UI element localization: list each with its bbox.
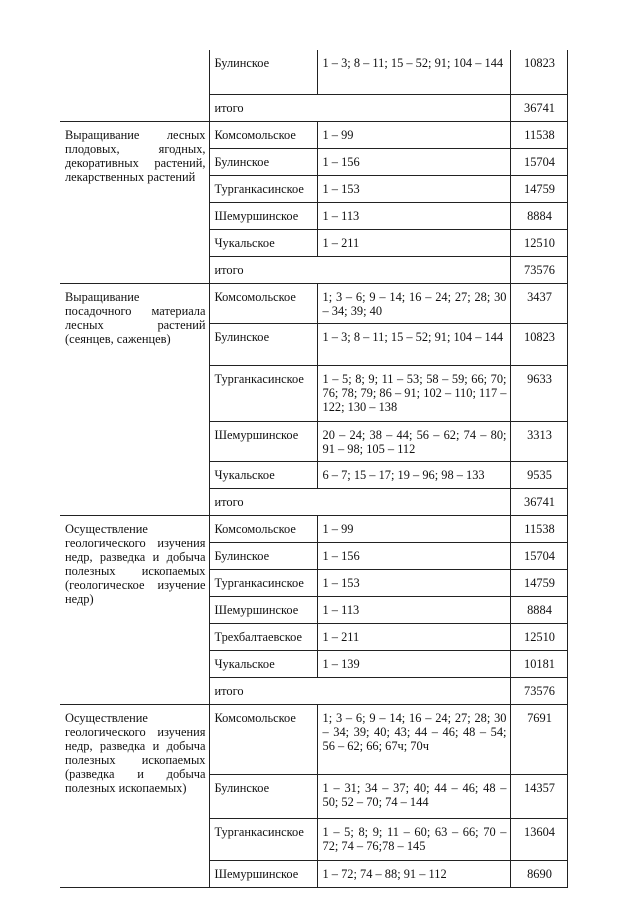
total-label-cell: итого [209,256,510,283]
quarters-cell: 1 – 211 [317,229,510,256]
quarters-cell: 1 – 72; 74 – 88; 91 – 112 [317,860,510,887]
quarters-cell: 1 – 99 [317,121,510,148]
area-cell: 12510 [510,229,567,256]
activity-cell: Осуществление геологического изучения недр, разведка и добыча полезных ископаемых (геологическое изучение недр) [60,515,209,704]
table-row [60,121,567,148]
area-cell: 36741 [510,94,567,121]
forestry-cell: Турганкасинское [209,175,317,202]
area-cell: 14759 [510,175,567,202]
activity-cell: Выращивание лесных плодовых, ягодных, декоративных растений, лекарственных растений [60,121,209,283]
forestry-cell: Шемуршинское [209,860,317,887]
forestry-cell: Чукальское [209,229,317,256]
area-cell: 10823 [510,323,567,365]
total-label-cell: итого [209,677,510,704]
forestry-cell: Шемуршинское [209,421,317,461]
quarters-cell: 20 – 24; 38 – 44; 56 – 62; 74 – 80; 91 – 98; 105 – 112 [317,421,510,461]
forestry-cell: Булинское [209,50,317,94]
quarters-cell: 1 – 211 [317,623,510,650]
area-cell: 7691 [510,704,567,774]
quarters-cell: 1 – 5; 8; 9; 11 – 60; 63 – 66; 70 – 72; 74 – 76;78 – 145 [317,818,510,860]
area-cell: 15704 [510,542,567,569]
table-row [60,283,567,323]
forestry-cell: Комсомольское [209,515,317,542]
area-cell: 8884 [510,596,567,623]
area-cell: 10181 [510,650,567,677]
forestry-cell: Булинское [209,148,317,175]
forestry-cell: Комсомольское [209,704,317,774]
total-label-cell: итого [209,488,510,515]
forestry-cell: Булинское [209,774,317,818]
forestry-cell: Чукальское [209,461,317,488]
area-cell: 3437 [510,283,567,323]
forestry-cell: Трехбалтаевское [209,623,317,650]
forestry-cell: Шемуршинское [209,596,317,623]
forestry-cell: Комсомольское [209,283,317,323]
quarters-cell: 1 – 153 [317,569,510,596]
area-cell: 73576 [510,256,567,283]
table-row [60,704,567,774]
forestry-cell: Турганкасинское [209,365,317,421]
quarters-cell: 1 – 3; 8 – 11; 15 – 52; 91; 104 – 144 [317,323,510,365]
forestry-cell: Комсомольское [209,121,317,148]
area-cell: 12510 [510,623,567,650]
area-cell: 10823 [510,50,567,94]
area-cell: 15704 [510,148,567,175]
area-cell: 36741 [510,488,567,515]
area-cell: 13604 [510,818,567,860]
forestry-cell: Шемуршинское [209,202,317,229]
quarters-cell: 1 – 139 [317,650,510,677]
forestry-table [60,50,568,888]
quarters-cell: 1 – 31; 34 – 37; 40; 44 – 46; 48 – 50; 52 – 70; 74 – 144 [317,774,510,818]
quarters-cell: 1 – 113 [317,596,510,623]
quarters-cell: 1; 3 – 6; 9 – 14; 16 – 24; 27; 28; 30 – 34; 39; 40 [317,283,510,323]
forestry-cell: Булинское [209,323,317,365]
forestry-cell: Турганкасинское [209,818,317,860]
quarters-cell: 1 – 156 [317,542,510,569]
quarters-cell: 6 – 7; 15 – 17; 19 – 96; 98 – 133 [317,461,510,488]
quarters-cell: 1; 3 – 6; 9 – 14; 16 – 24; 27; 28; 30 – 34; 39; 40; 43; 44 – 46; 48 – 54; 56 – 62; 66; 67ч; 70ч [317,704,510,774]
table-row [60,50,567,94]
quarters-cell: 1 – 99 [317,515,510,542]
quarters-cell: 1 – 113 [317,202,510,229]
area-cell: 11538 [510,515,567,542]
forestry-cell: Чукальское [209,650,317,677]
area-cell: 11538 [510,121,567,148]
activity-cell [60,50,209,121]
quarters-cell: 1 – 5; 8; 9; 11 – 53; 58 – 59; 66; 70; 76; 78; 79; 86 – 91; 102 – 110; 117 – 122; 130 – 138 [317,365,510,421]
area-cell: 14759 [510,569,567,596]
area-cell: 73576 [510,677,567,704]
area-cell: 8690 [510,860,567,887]
quarters-cell: 1 – 3; 8 – 11; 15 – 52; 91; 104 – 144 [317,50,510,94]
table-row [60,515,567,542]
forestry-cell: Булинское [209,542,317,569]
quarters-cell: 1 – 156 [317,148,510,175]
total-label-cell: итого [209,94,510,121]
area-cell: 14357 [510,774,567,818]
area-cell: 3313 [510,421,567,461]
forestry-cell: Турганкасинское [209,569,317,596]
area-cell: 9633 [510,365,567,421]
area-cell: 8884 [510,202,567,229]
area-cell: 9535 [510,461,567,488]
activity-cell: Выращивание посадочного материала лесных растений (сеянцев, саженцев) [60,283,209,515]
activity-cell: Осуществление геологического изучения недр, разведка и добыча полезных ископаемых (разведка и добыча полезных ископаемых) [60,704,209,887]
quarters-cell: 1 – 153 [317,175,510,202]
